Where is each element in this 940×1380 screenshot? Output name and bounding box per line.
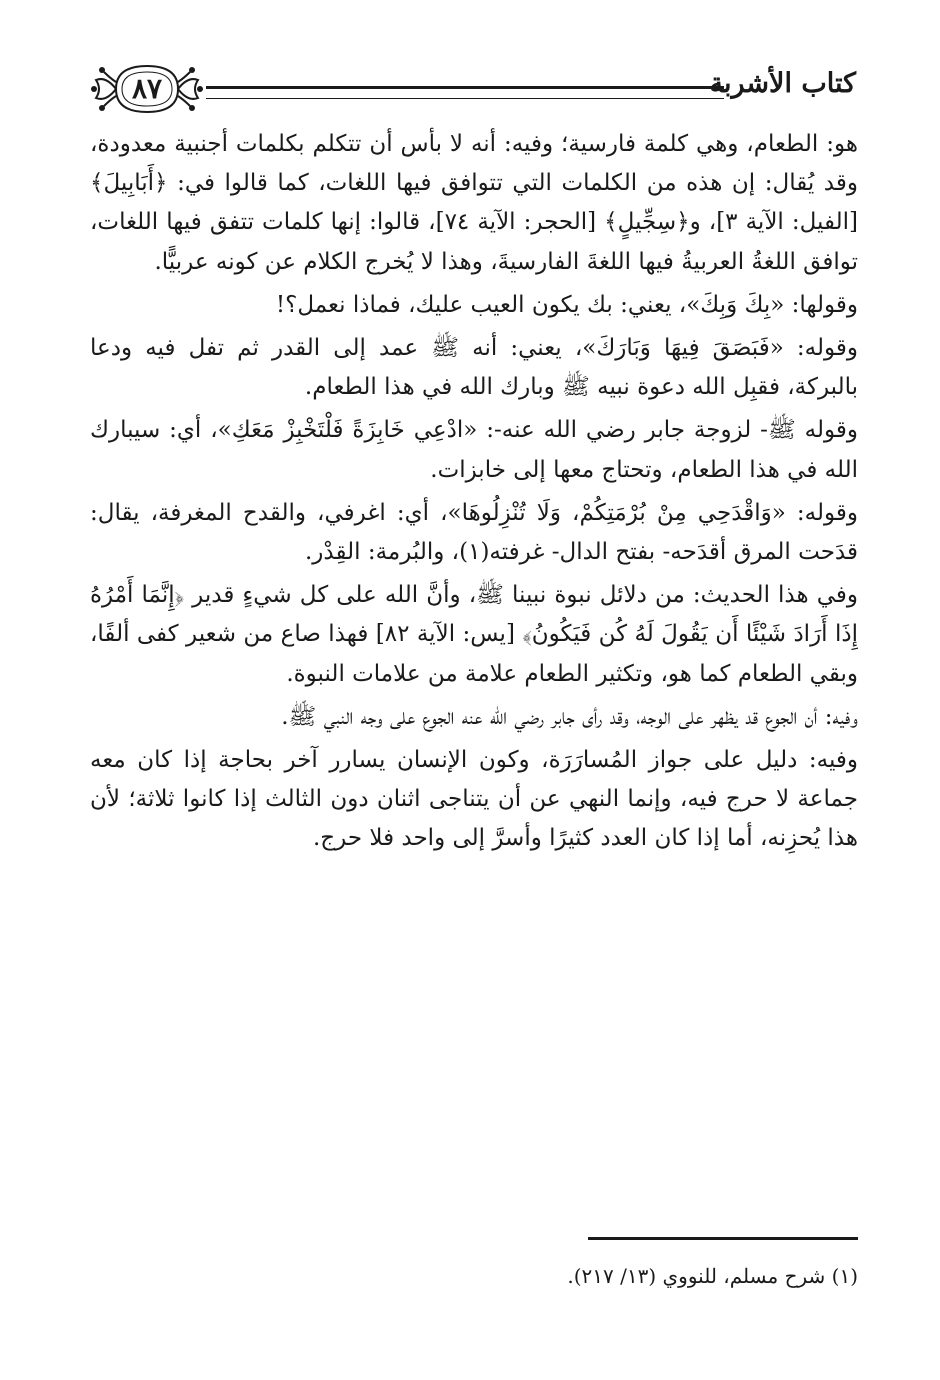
paragraph: هو: الطعام، وهي كلمة فارسية؛ وفيه: أنه لا بأس أن تتكلم بكلمات أجنبية معدودة، وقد يُقال: إن هذه من الكلمات التي تتوافق فيها اللغات، كما قالوا في: ﴿أَبَابِيلَ﴾ [الفيل: الآية ٣]، و﴿سِجِّيلٍ﴾ [الحجر: الآية ٧٤]، قالوا: إنها كلمات تتفق فيها اللغات، توافق اللغةُ العربيةُ فيها اللغةَ الفارسيةَ، وهذا لا يُخرج الكلام عن كونه عربيًّا.: [90, 131, 858, 275]
paragraph: وفيه: دليل على جواز المُسارَرَة، وكون الإنسان يسارر آخر بحاجة إذا كان معه جماعة لا حرج فيه، وإنما النهي عن أن يتناجى اثنان دون الثالث إذا كانوا ثلاثة؛ لأن هذا يُحزِنه، أما إذا كان العدد كثيرًا وأسرَّ إلى واحد فلا حرج.: [90, 747, 858, 852]
page-number: ٨٧: [131, 72, 163, 105]
paragraph: وفي هذا الحديث: من دلائل نبوة نبينا ﷺ، وأنَّ الله على كل شيءٍ قدير ﴿إِنَّمَا أَمْرُهُ إِذَا أَرَادَ شَيْئًا أَن يَقُولَ لَهُ كُن فَيَكُونُ﴾ [يس: الآية ٨٢] فهذا صاع من شعير كفى ألفًا، وبقي الطعام كما هو، وتكثير الطعام علامة من علامات النبوة.: [90, 582, 858, 687]
paragraph: وقوله: «فَبَصَقَ فِيهَا وَبَارَكَ»، يعني: أنه ﷺ عمد إلى القدر ثم تفل فيه ودعا بالبركة، فقبِل الله دعوة نبيه ﷺ وبارك الله في هذا الطعام.: [90, 335, 858, 401]
footnote-rule: [588, 1237, 858, 1240]
paragraph: وقوله: «وَاقْدَحِي مِنْ بُرْمَتِكُمْ، وَلَا تُنْزِلُوهَا»، أي: اغرفي، والقدح المغرفة، يقال: قدَحت المرق أقدَحه- بفتح الدال- غرفته(١)، والبُرمة: القِدْر.: [90, 499, 858, 566]
main-text: [90, 125, 858, 859]
book-title: كتاب الأشربة: [709, 68, 856, 99]
paragraph: وقولها: «بِكَ وَبِكَ»، يعني: بك يكون العيب عليك، فماذا نعمل؟!: [275, 291, 858, 318]
paragraph: وفيه: أن الجوع قد يظهر على الوجه، وقد رأى جابر رضي الله عنه الجوع على وجه النبي ﷺ.: [281, 703, 858, 730]
page-header: [88, 58, 856, 126]
paragraph: وقوله ﷺ- لزوجة جابر رضي الله عنه-: «ادْعِي خَابِزَةً فَلْتَخْبِزْ مَعَكِ»، أي: سيبارك الله في هذا الطعام، وتحتاج معها إلى خابزات.: [90, 417, 858, 483]
header-rule: [206, 86, 724, 99]
footnote: (١) شرح مسلم، للنووي (١٣/ ٢١٧).: [567, 1264, 858, 1288]
